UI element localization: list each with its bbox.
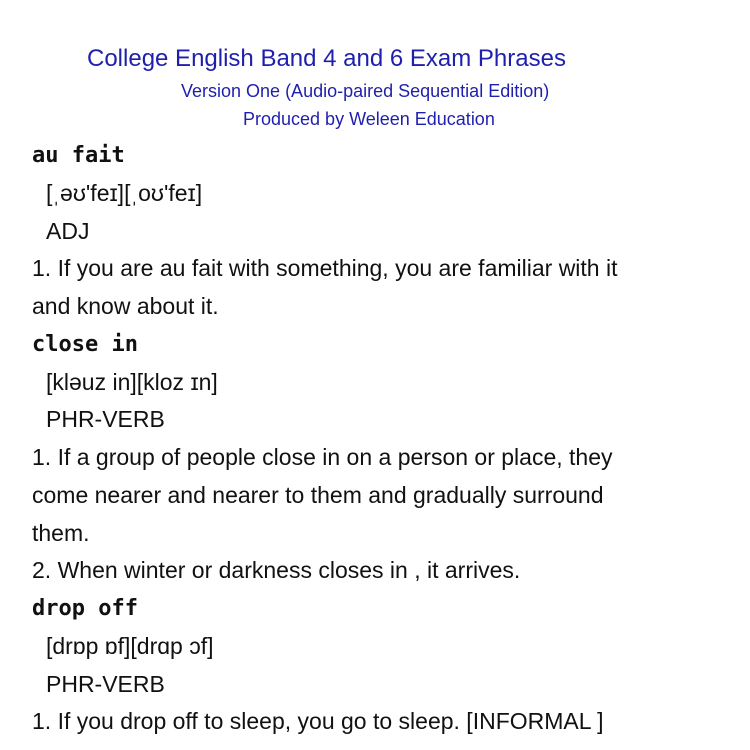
phrase-list — [32, 137, 722, 741]
document-producer: Produced by Weleen Education — [243, 109, 495, 129]
entry-part-of-speech: PHR-VERB — [46, 670, 165, 697]
entry-definition-line: 1. If you drop off to sleep, you go to sleep. [INFORMAL ] — [32, 708, 604, 735]
entry-pronunciation: [drɒp ɒf][drɑp ɔf] — [46, 632, 214, 659]
entry-headword: drop off — [32, 596, 138, 621]
entry-definition-line: come nearer and nearer to them and gradually surround — [32, 481, 604, 508]
entry-definition-line: 1. If a group of people close in on a person or place, they — [32, 444, 613, 470]
entry-headword: close in — [32, 331, 138, 357]
entry-definition-line: them. — [32, 519, 90, 546]
entry-pronunciation: [kləuz in][kloz ɪn] — [46, 368, 218, 395]
entry-part-of-speech: ADJ — [46, 217, 90, 244]
entry-pronunciation: [ˌəʊ'feɪ][ˌoʊ'feɪ] — [46, 179, 203, 206]
entry-part-of-speech: PHR-VERB — [46, 406, 165, 433]
entry-headword: au fait — [32, 143, 125, 168]
entry-definition-line: 2. When winter or darkness closes in , it arrives. — [32, 557, 521, 584]
entry-definition-line: and know about it. — [32, 293, 219, 319]
document-title: College English Band 4 and 6 Exam Phrases — [87, 45, 566, 72]
document-subtitle: Version One (Audio-paired Sequential Edition) — [181, 81, 550, 101]
entry-definition-line: 1. If you are au fait with something, you are familiar with it — [32, 255, 618, 282]
